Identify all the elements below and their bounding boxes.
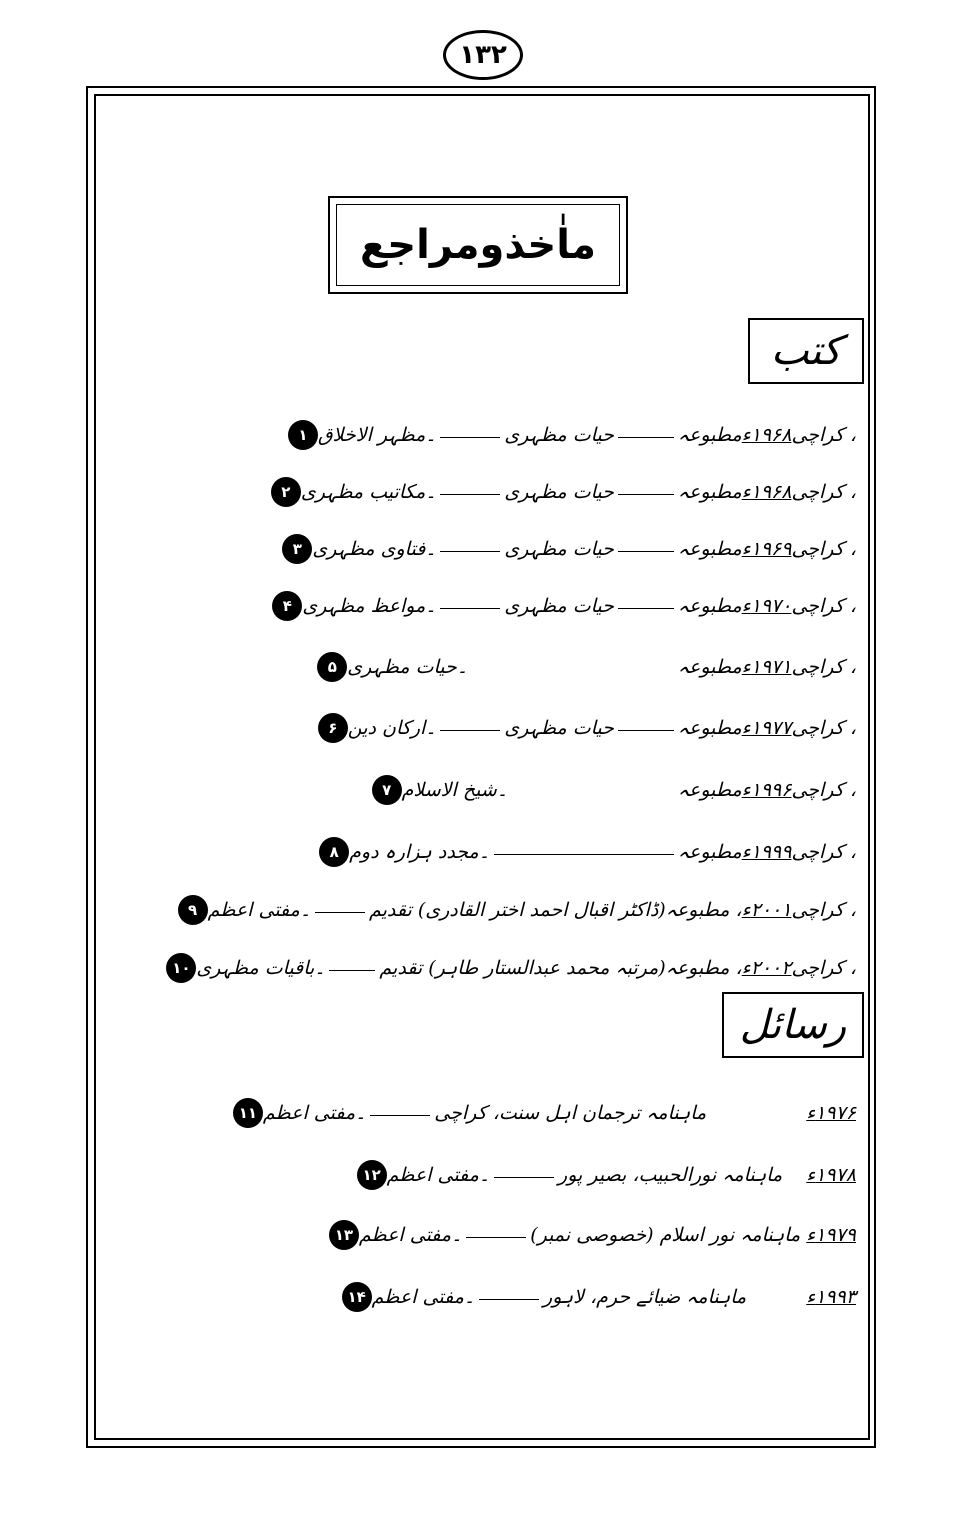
entry-number: ۱۰ xyxy=(166,953,196,983)
entry-source: حیات مظہری xyxy=(504,481,614,503)
dash-separator xyxy=(618,494,674,495)
entry-year: ۱۹۷۷ء xyxy=(741,717,792,739)
entry-title: ۔مظہر الاخلاق xyxy=(317,424,437,446)
entry-title: ۔مکاتیب مظہری xyxy=(300,481,437,503)
book-entry-7 xyxy=(368,770,856,810)
book-entry-3 xyxy=(278,529,856,569)
entry-title: ۔باقیات مظہری xyxy=(196,957,326,979)
page-number: ۱۳۲ xyxy=(443,30,523,80)
book-entry-1 xyxy=(284,415,856,455)
entry-title: ۔مفتی اعظم xyxy=(207,899,311,921)
dash-separator xyxy=(440,437,500,438)
dash-separator xyxy=(440,494,500,495)
rasail-entry-13 xyxy=(325,1215,856,1255)
entry-journal: ماہنامہ نور اسلام (خصوصی نمبر) xyxy=(530,1224,801,1246)
entry-year: ۱۹۷۸ء xyxy=(806,1164,856,1186)
entry-number: ۴ xyxy=(272,591,302,621)
dash-separator xyxy=(618,608,674,609)
entry-place: ، کراچی xyxy=(791,841,856,863)
entry-source: حیات مظہری xyxy=(504,538,614,560)
entry-number: ۵ xyxy=(317,652,347,682)
entry-source: (ڈاکٹر اقبال احمد اختر القادری) تقدیم xyxy=(368,899,666,921)
entry-title: ۔ارکان دین xyxy=(347,717,437,739)
page-title: ماٰخذومراجع xyxy=(336,204,620,286)
dash-separator xyxy=(618,730,674,731)
entry-place: ، کراچی xyxy=(791,656,856,678)
entry-place: ، کراچی xyxy=(791,595,856,617)
entry-year: ۱۹۷۹ء xyxy=(806,1224,856,1246)
entry-title: ۔شیخ الاسلام xyxy=(401,779,508,801)
book-entry-5 xyxy=(313,647,856,687)
dash-separator xyxy=(494,854,674,855)
entry-publisher: مطبوعہ xyxy=(677,538,742,560)
entry-place: ، کراچی xyxy=(791,899,856,921)
dash-separator xyxy=(440,730,500,731)
entry-title: ۔حیات مظہری xyxy=(347,656,468,678)
entry-source: حیات مظہری xyxy=(504,595,614,617)
entry-year: ۱۹۷۰ء xyxy=(741,595,792,617)
entry-year: ۱۹۹۹ء xyxy=(741,841,792,863)
section-heading-books: کتب xyxy=(748,318,864,384)
entry-year: ۱۹۹۶ء xyxy=(741,779,792,801)
book-entry-4 xyxy=(268,586,856,626)
entry-publisher: ، مطبوعہ xyxy=(665,957,742,979)
dash-separator xyxy=(315,912,365,913)
dash-separator xyxy=(440,608,500,609)
entry-journal: ماہنامہ ضیائے حرم، لاہور xyxy=(543,1286,747,1308)
dash-separator xyxy=(440,551,500,552)
book-entry-9 xyxy=(174,890,856,930)
entry-publisher: مطبوعہ xyxy=(677,481,742,503)
entry-number: ۹ xyxy=(178,895,208,925)
book-entry-6 xyxy=(314,708,856,748)
entry-year: ۱۹۷۱ء xyxy=(741,656,792,678)
entry-place: ، کراچی xyxy=(791,538,856,560)
entry-number: ۱۱ xyxy=(233,1098,263,1128)
entry-place: ، کراچی xyxy=(791,424,856,446)
dash-separator xyxy=(494,1177,554,1178)
rasail-entry-14 xyxy=(338,1277,856,1317)
entry-number: ۲ xyxy=(271,477,301,507)
dash-separator xyxy=(370,1115,430,1116)
rasail-entry-12 xyxy=(353,1155,856,1195)
entry-number: ۱ xyxy=(288,420,318,450)
title-box xyxy=(328,196,628,294)
entry-publisher: مطبوعہ xyxy=(677,841,742,863)
entry-place: ، کراچی xyxy=(791,481,856,503)
entry-journal: ماہنامہ نورالحبیب، بصیر پور xyxy=(558,1164,783,1186)
entry-year: ۱۹۶۹ء xyxy=(741,538,792,560)
dash-separator xyxy=(618,551,674,552)
entry-year: ۱۹۶۸ء xyxy=(741,481,792,503)
entry-publisher: مطبوعہ xyxy=(677,424,742,446)
book-entry-10 xyxy=(162,948,856,988)
book-entry-2 xyxy=(267,472,856,512)
entry-publisher: مطبوعہ xyxy=(677,717,742,739)
entry-number: ۱۳ xyxy=(329,1220,359,1250)
entry-title: ۔مفتی اعظم xyxy=(386,1164,491,1186)
entry-journal: ماہنامہ ترجمان اہل سنت، کراچی xyxy=(434,1102,707,1124)
entry-number: ۸ xyxy=(319,837,349,867)
entry-number: ۳ xyxy=(282,534,312,564)
entry-title: ۔مواعظ مظہری xyxy=(302,595,437,617)
entry-number: ۱۴ xyxy=(342,1282,372,1312)
entry-year: ۱۹۶۸ء xyxy=(741,424,792,446)
entry-place: ، کراچی xyxy=(791,779,856,801)
dash-separator xyxy=(329,970,375,971)
entry-title: ۔مفتی اعظم xyxy=(262,1102,367,1124)
entry-publisher: مطبوعہ xyxy=(677,656,742,678)
entry-publisher: مطبوعہ xyxy=(677,779,742,801)
entry-title: ۔مجدد ہزارہ دوم xyxy=(349,841,490,863)
entry-place: ، کراچی xyxy=(791,717,856,739)
rasail-entry-11 xyxy=(229,1093,856,1133)
entry-number: ۷ xyxy=(372,775,402,805)
entry-source: (مرتبہ محمد عبدالستار طاہر) تقدیم xyxy=(379,957,666,979)
entry-title: ۔مفتی اعظم xyxy=(358,1224,463,1246)
section-heading-rasail: رسائل xyxy=(722,992,864,1058)
entry-title: ۔مفتی اعظم xyxy=(371,1286,476,1308)
entry-number: ۱۲ xyxy=(357,1160,387,1190)
entry-year: ۱۹۹۳ء xyxy=(806,1286,856,1308)
entry-number: ۶ xyxy=(318,713,348,743)
entry-source: حیات مظہری xyxy=(504,717,614,739)
dash-separator xyxy=(618,437,674,438)
entry-publisher: مطبوعہ xyxy=(677,595,742,617)
entry-publisher: ، مطبوعہ xyxy=(665,899,742,921)
entry-place: ، کراچی xyxy=(791,957,856,979)
book-entry-8 xyxy=(315,832,856,872)
entry-source: حیات مظہری xyxy=(504,424,614,446)
entry-title: ۔فتاوی مظہری xyxy=(312,538,437,560)
entry-year: ۱۹۷۶ء xyxy=(806,1102,856,1124)
entry-year: ۲۰۰۲ء xyxy=(741,957,792,979)
dash-separator xyxy=(479,1299,539,1300)
dash-separator xyxy=(466,1237,526,1238)
entry-year: ۲۰۰۱ء xyxy=(741,899,792,921)
